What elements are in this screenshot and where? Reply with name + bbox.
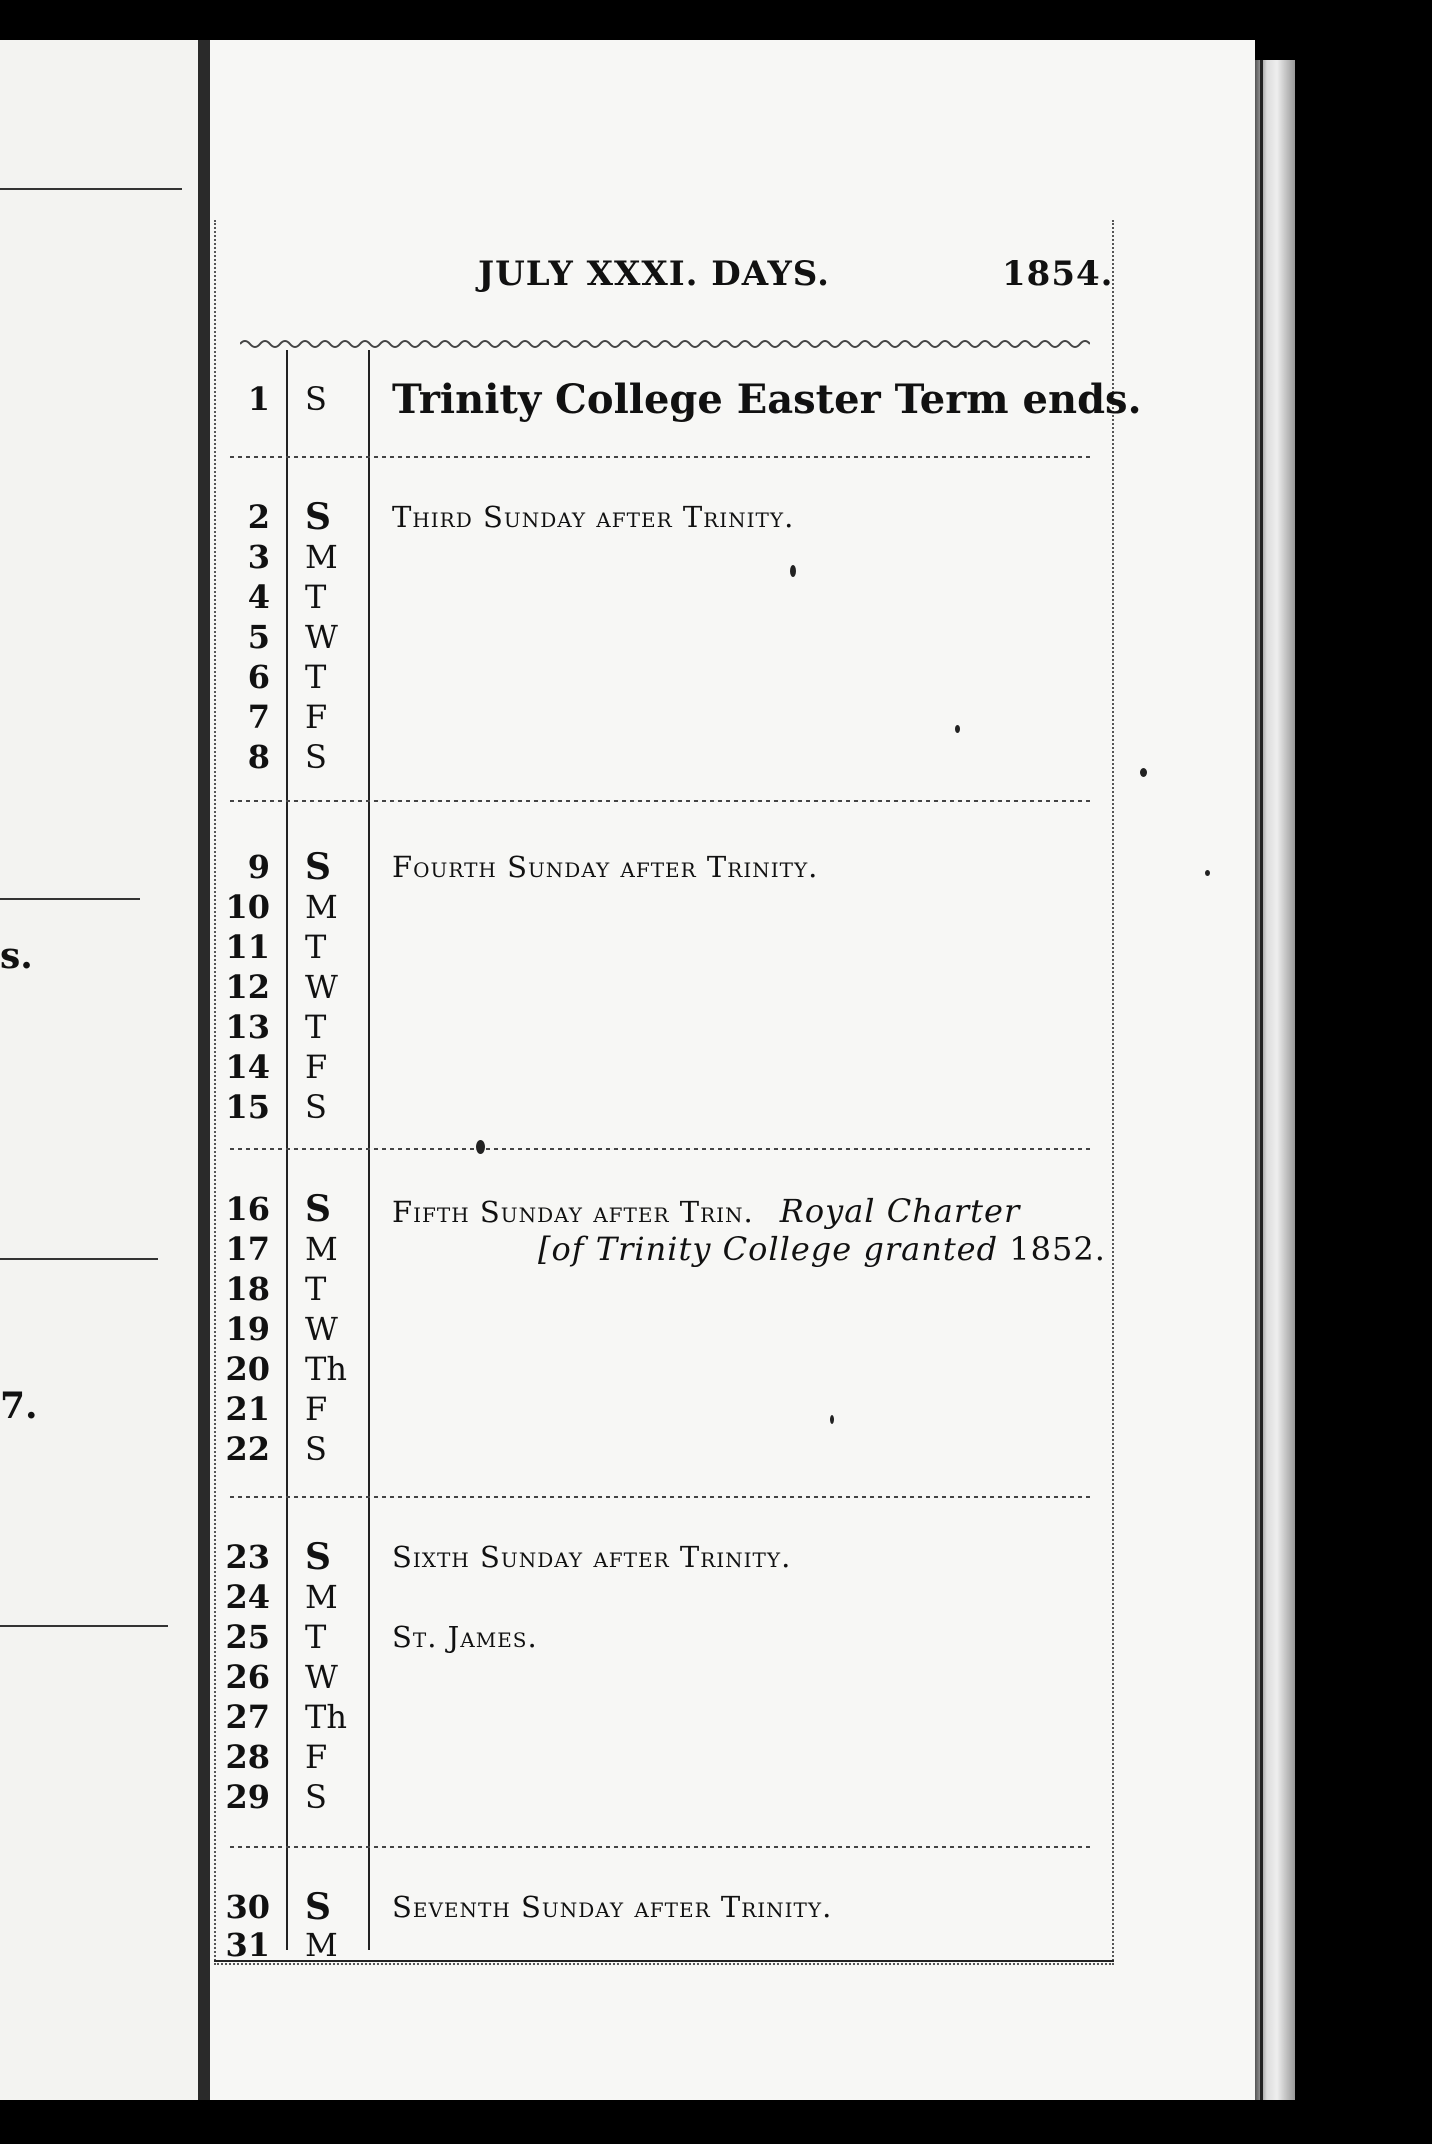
day-number: 31 (225, 1926, 270, 1964)
column-rule-day (286, 350, 288, 1950)
weekday-letter: M (305, 888, 338, 926)
ink-speck (830, 1415, 834, 1424)
sunday-letter: S (305, 846, 331, 888)
week-separator (230, 1496, 1090, 1498)
day-number: 22 (225, 1430, 270, 1468)
prev-page-rule (0, 1258, 158, 1260)
prev-page-fragment: s. (0, 935, 33, 977)
ink-speck (476, 1140, 485, 1154)
weekday-letter: M (305, 538, 338, 576)
week-separator (230, 1846, 1090, 1848)
ink-speck (1205, 870, 1210, 876)
day-number: 6 (247, 658, 270, 696)
wavy-divider (240, 338, 1090, 350)
ink-speck (955, 725, 960, 733)
event-text: Fourth Sunday after Trinity. (392, 850, 819, 884)
sunday-letter: S (305, 1886, 331, 1928)
day-number: 2 (247, 498, 270, 536)
weekday-letter: F (305, 698, 328, 736)
prev-page-fragment: 7. (0, 1385, 38, 1427)
day-number: 5 (247, 618, 270, 656)
day-number: 12 (225, 968, 270, 1006)
weekday-letter: F (305, 1390, 328, 1428)
royal-charter-note: Royal Charter (779, 1192, 1021, 1230)
sunday-letter: S (305, 1536, 331, 1578)
weekday-letter: M (305, 1926, 338, 1964)
weekday-letter: M (305, 1230, 338, 1268)
page-edge-line (1260, 60, 1263, 2100)
prev-page-rule (0, 1625, 168, 1627)
day-number: 26 (225, 1658, 270, 1696)
year-label: 1854. (1002, 254, 1114, 294)
weekday-letter: Th (305, 1698, 347, 1736)
prev-page-rule (0, 898, 140, 900)
event-text: Seventh Sunday after Trinity. (392, 1890, 833, 1924)
day-number: 18 (225, 1270, 270, 1308)
weekday-letter: Th (305, 1350, 347, 1388)
day-number: 17 (225, 1230, 270, 1268)
day-number: 4 (247, 578, 270, 616)
column-rule-weekday (368, 350, 370, 1950)
day-number: 24 (225, 1578, 270, 1616)
day-number: 27 (225, 1698, 270, 1736)
week-separator (230, 800, 1090, 802)
ink-speck (790, 565, 796, 577)
weekday-letter: T (305, 1008, 327, 1046)
bottom-rule (214, 1960, 1114, 1962)
weekday-letter: F (305, 1738, 328, 1776)
weekday-letter: W (305, 1658, 338, 1696)
weekday-letter: F (305, 1048, 328, 1086)
weekday-letter: W (305, 968, 338, 1006)
weekday-letter: S (305, 738, 327, 776)
weekday-letter: S (305, 1430, 327, 1468)
event-text: Trinity College Easter Term ends. (392, 376, 1142, 423)
weekday-letter: T (305, 658, 327, 696)
week-separator (230, 456, 1090, 458)
day-number: 10 (225, 888, 270, 926)
day-number: 19 (225, 1310, 270, 1348)
day-number: 28 (225, 1738, 270, 1776)
day-number: 14 (225, 1048, 270, 1086)
weekday-letter: S (305, 1778, 327, 1816)
event-text: Third Sunday after Trinity. (392, 500, 795, 534)
event-text: [of Trinity College granted 1852. (538, 1230, 1106, 1268)
sunday-letter: S (305, 496, 331, 538)
weekday-letter: M (305, 1578, 338, 1616)
day-number: 30 (225, 1888, 270, 1926)
event-text: Fifth Sunday after Trin. Royal Charter (392, 1192, 1021, 1230)
month-title: JULY XXXI. DAYS. (478, 254, 830, 294)
weekday-letter: S (305, 1088, 327, 1126)
previous-page-strip (0, 40, 198, 2100)
weekday-letter: W (305, 1310, 338, 1348)
prev-page-rule (0, 188, 182, 190)
weekday-letter: T (305, 1270, 327, 1308)
charter-year: 1852. (1009, 1230, 1106, 1268)
day-number: 20 (225, 1350, 270, 1388)
day-number: 7 (247, 698, 270, 736)
weekday-letter: T (305, 578, 327, 616)
day-number: 21 (225, 1390, 270, 1428)
weekday-letter: T (305, 1618, 327, 1656)
weekday-letter: S (305, 380, 327, 418)
day-number: 9 (247, 848, 270, 886)
ink-speck (1140, 768, 1147, 777)
day-number: 8 (247, 738, 270, 776)
weekday-letter: T (305, 928, 327, 966)
day-number: 29 (225, 1778, 270, 1816)
sunday-letter: S (305, 1188, 331, 1230)
day-number: 16 (225, 1190, 270, 1228)
day-number: 15 (225, 1088, 270, 1126)
day-number: 1 (247, 380, 270, 418)
weekday-letter: W (305, 618, 338, 656)
day-number: 13 (225, 1008, 270, 1046)
event-text: Sixth Sunday after Trinity. (392, 1540, 792, 1574)
day-number: 23 (225, 1538, 270, 1576)
page-frame (214, 220, 1114, 1965)
day-number: 25 (225, 1618, 270, 1656)
week-separator (230, 1148, 1090, 1150)
day-number: 11 (225, 928, 270, 966)
event-text: St. James. (392, 1620, 538, 1654)
day-number: 3 (247, 538, 270, 576)
